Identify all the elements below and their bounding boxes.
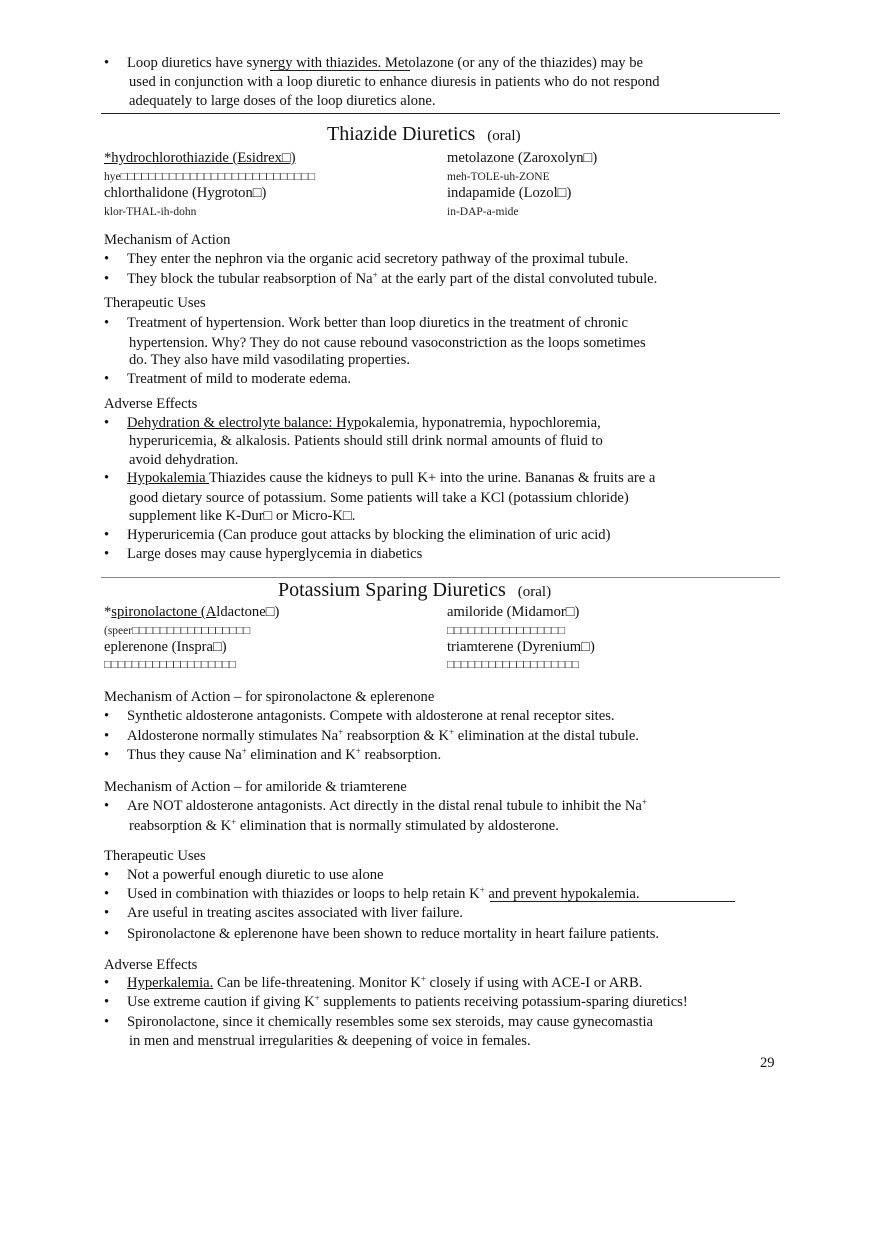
drug-indapamide: indapamide (Lozol□) <box>447 185 572 201</box>
bullet: • <box>104 1014 110 1030</box>
potassium-moa1-1: Synthetic aldosterone antagonists. Compete with aldosterone at renal receptor sites. <box>127 708 615 724</box>
bullet: • <box>104 886 110 902</box>
drug-amiloride: amiloride (Midamor□) <box>447 604 580 620</box>
drug-hydrochlorothiazide: *hydrochlorothiazide (Esidrex□) <box>104 150 296 166</box>
potassium-moa2-1: Are NOT aldosterone antagonists. Act directly in the distal renal tubule to inhibit the Na+ <box>127 797 647 814</box>
pron-chlorthalidone: klor-THAL-ih-dohn <box>104 206 197 218</box>
pron-eplerenone: □□□□□□□□□□□□□□□□□□□ <box>104 659 236 671</box>
potassium-moa1-3: Thus they cause Na+ elimination and K+ reabsorption. <box>127 746 442 763</box>
pron-triamterene: □□□□□□□□□□□□□□□□□□□ <box>447 659 579 671</box>
thiazide-moa-1: They enter the nephron via the organic acid secretory pathway of the proximal tubule. <box>127 251 629 267</box>
bullet: • <box>104 975 110 991</box>
thiazide-use-2: Treatment of mild to moderate edema. <box>127 371 351 387</box>
bullet: • <box>104 251 110 267</box>
bullet: • <box>104 798 110 814</box>
thiazide-moa-header: Mechanism of Action <box>104 232 231 248</box>
drug-triamterene: triamterene (Dyrenium□) <box>447 639 595 655</box>
use-2-underline <box>490 901 735 902</box>
bullet: • <box>104 708 110 724</box>
potassium-moa2-1-cont: reabsorption & K+ elimination that is normally stimulated by aldosterone. <box>129 817 559 834</box>
bullet: • <box>104 315 110 331</box>
potassium-title: Potassium Sparing Diuretics (oral) <box>278 579 552 601</box>
pron-amiloride: □□□□□□□□□□□□□□□□□ <box>447 625 566 637</box>
drug-chlorthalidone: chlorthalidone (Hygroton□) <box>104 185 267 201</box>
bullet: • <box>104 371 110 387</box>
section-divider <box>101 577 780 578</box>
pron-indapamide: in-DAP-a-mide <box>447 206 519 218</box>
bullet: • <box>104 747 110 763</box>
potassium-adverse-2: Use extreme caution if giving K+ supplements to patients receiving potassium-sparing diuretics! <box>127 993 688 1010</box>
pron-metolazone: meh-TOLE-uh-ZONE <box>447 171 550 183</box>
bullet: • <box>104 905 110 921</box>
bullet: • <box>104 546 110 562</box>
intro-line-3: adequately to large doses of the loop diuretics alone. <box>129 93 436 109</box>
page-number: 29 <box>760 1055 775 1071</box>
thiazide-moa-2: They block the tubular reabsorption of Na+ at the early part of the distal convoluted tubule. <box>127 270 658 287</box>
potassium-use-2: Used in combination with thiazides or loops to help retain K+ and prevent hypokalemia. <box>127 885 640 902</box>
thiazide-adverse-3: Hyperuricemia (Can produce gout attacks by blocking the elimination of uric acid) <box>127 527 611 543</box>
bullet: • <box>104 527 110 543</box>
thiazide-adverse-4: Large doses may cause hyperglycemia in diabetics <box>127 546 423 562</box>
bullet: • <box>104 867 110 883</box>
bullet: • <box>104 994 110 1010</box>
intro-line-2: used in conjunction with a loop diuretic to enhance diuresis in patients who do not respond <box>129 74 660 90</box>
potassium-use-4: Spironolactone & eplerenone have been shown to reduce mortality in heart failure patients. <box>127 926 660 942</box>
thiazide-use-1-cont2: do. They also have mild vasodilating properties. <box>129 352 411 368</box>
thiazide-adverse-2-cont: good dietary source of potassium. Some patients will take a KCl (potassium chloride) <box>129 490 629 506</box>
thiazide-adverse-1-cont: hyperuricemia, & alkalosis. Patients should still drink normal amounts of fluid to <box>129 433 603 449</box>
intro-line-1: Loop diuretics have synergy with thiazides. Metolazone (or any of the thiazides) may be <box>127 55 644 71</box>
potassium-adverse-3-cont: in men and menstrual irregularities & deepening of voice in females. <box>129 1033 531 1049</box>
thiazide-use-1-cont: hypertension. Why? They do not cause rebound vasoconstriction as the loops sometimes <box>129 335 646 351</box>
thiazide-adverse-1-cont2: avoid dehydration. <box>129 452 239 468</box>
potassium-moa2-header: Mechanism of Action – for amiloride & triamterene <box>104 779 407 795</box>
bullet: • <box>104 55 110 71</box>
thiazide-title: Thiazide Diuretics (oral) <box>327 123 521 145</box>
drug-eplerenone: eplerenone (Inspra□) <box>104 639 227 655</box>
thiazide-adverse-2: Hypokalemia Thiazides cause the kidneys to pull K+ into the urine. Bananas & fruits are a <box>127 470 656 486</box>
drug-metolazone: metolazone (Zaroxolyn□) <box>447 150 598 166</box>
potassium-uses-header: Therapeutic Uses <box>104 848 206 864</box>
potassium-adverse-3: Spironolactone, since it chemically resembles some sex steroids, may cause gynecomastia <box>127 1014 654 1030</box>
pron-hydrochlorothiazide: hye□□□□□□□□□□□□□□□□□□□□□□□□□□□□ <box>104 171 316 183</box>
thiazide-uses-header: Therapeutic Uses <box>104 295 206 311</box>
potassium-adverse-1: Hyperkalemia. Can be life-threatening. Monitor K+ closely if using with ACE-I or ARB. <box>127 974 643 991</box>
thiazide-adverse-header: Adverse Effects <box>104 396 198 412</box>
bullet: • <box>104 470 110 486</box>
pron-spironolactone: (speer□□□□□□□□□□□□□□□□□ <box>104 625 251 637</box>
thiazide-adverse-2-cont2: supplement like K-Dur□ or Micro-K□. <box>129 508 356 524</box>
section-divider <box>101 113 780 114</box>
drug-spironolactone: *spironolactone (Aldactone□) <box>104 604 280 620</box>
potassium-moa1-2: Aldosterone normally stimulates Na+ reabsorption & K+ elimination at the distal tubule. <box>127 727 639 744</box>
potassium-use-3: Are useful in treating ascites associated with liver failure. <box>127 905 463 921</box>
potassium-moa1-header: Mechanism of Action – for spironolactone & eplerenone <box>104 689 435 705</box>
intro-underline <box>270 70 410 71</box>
potassium-adverse-header: Adverse Effects <box>104 957 198 973</box>
thiazide-use-1: Treatment of hypertension. Work better than loop diuretics in the treatment of chronic <box>127 315 628 331</box>
bullet: • <box>104 415 110 431</box>
bullet: • <box>104 271 110 287</box>
thiazide-adverse-1: Dehydration & electrolyte balance: Hypokalemia, hyponatremia, hypochloremia, <box>127 415 601 431</box>
potassium-use-1: Not a powerful enough diuretic to use alone <box>127 867 384 883</box>
bullet: • <box>104 728 110 744</box>
bullet: • <box>104 926 110 942</box>
